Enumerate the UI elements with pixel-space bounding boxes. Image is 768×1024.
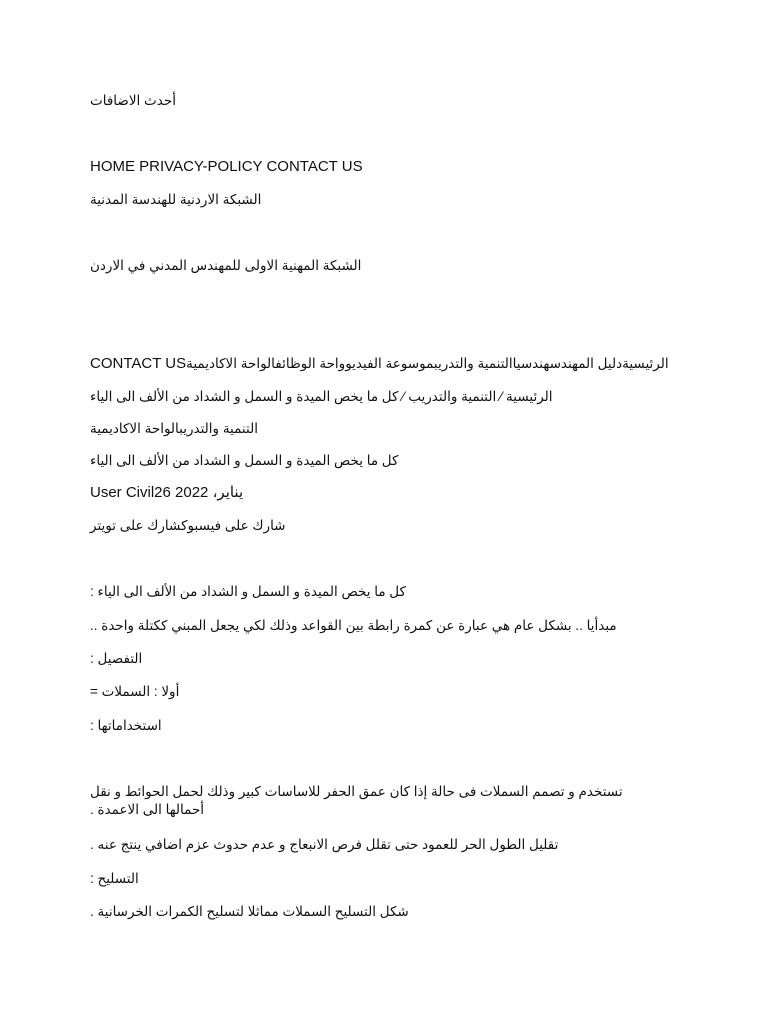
main-nav-engineer-guide-link[interactable]: دليل المهندس	[549, 356, 623, 371]
share-facebook-link[interactable]: شارك على فيسبوك	[181, 518, 286, 533]
top-nav-contact-link[interactable]: CONTACT US	[266, 158, 363, 175]
article-tags	[90, 420, 690, 438]
reduce-paragraph: تقليل الطول الحر للعمود حتى تقلل فرص الانبعاج و عدم حدوث عزم اضافي ينتج عنه .	[90, 837, 559, 852]
article-heading: كل ما يخص الميدة و السمل و الشداد من الألف الى الياء :	[90, 584, 406, 599]
main-nav-jobs-link[interactable]: واحة الوظائف	[275, 356, 346, 371]
top-nav	[90, 158, 690, 176]
main-nav-engineering-link[interactable]: هندسيا	[512, 356, 550, 371]
article-intro: مبدأيا .. بشكل عام هي عبارة عن كمرة رابطة بين القواعد وذلك لكي يجعل المبني ككتلة واحدة ..	[90, 618, 617, 633]
reinforcement-paragraph: شكل التسليح السملات مماثلا لتسليح الكمرات الخرسانية .	[90, 904, 409, 919]
site-title: الشبكة الاردنية للهندسة المدنية	[90, 192, 262, 207]
article-meta	[90, 484, 690, 502]
details-label: التفصيل :	[90, 651, 143, 666]
uses-paragraph: تستخدم و تصمم السملات فى حالة إذا كان عمق الحفر للاساسات كبير وذلك لحمل الحوائط و نقل أحمالها الى الاعمدة .	[90, 784, 623, 817]
top-nav-home-link[interactable]: HOME	[90, 158, 135, 175]
breadcrumb-separator: ⁄	[500, 389, 503, 404]
breadcrumb-current: كل ما يخص الميدة و السمل و الشداد من الألف الى الياء	[90, 389, 399, 404]
main-nav-home-link[interactable]: الرئيسية	[622, 356, 669, 371]
main-nav	[90, 355, 690, 373]
share-bar	[90, 517, 690, 535]
main-nav-video-link[interactable]: موسوعة الفيديو	[345, 356, 434, 371]
tag-link-academic[interactable]: الواحة الاكاديمية	[90, 421, 180, 436]
latest-additions-label: أحدث الاضافات	[90, 93, 176, 108]
first-section-label: أولا : السملات =	[90, 684, 180, 699]
breadcrumb-category-link[interactable]: التنمية والتدريب	[408, 389, 497, 404]
breadcrumb	[90, 388, 690, 406]
breadcrumb-home-link[interactable]: الرئيسية	[506, 389, 553, 404]
main-nav-contact-link[interactable]: CONTACT US	[90, 355, 187, 372]
site-tagline: الشبكة المهنية الاولى للمهندس المدني في الاردن	[90, 258, 362, 273]
main-nav-academic-link[interactable]: الواحة الاكاديمية	[186, 356, 276, 371]
author-link[interactable]: User Civil	[90, 484, 155, 501]
share-twitter-link[interactable]: شارك على تويتر	[90, 518, 182, 533]
article-title: كل ما يخص الميدة و السمل و الشداد من الألف الى الياء	[90, 453, 399, 468]
reinforcement-label: التسليح :	[90, 871, 139, 886]
main-nav-development-link[interactable]: التنمية والتدريب	[433, 356, 513, 371]
tag-link-development[interactable]: التنمية والتدريب	[179, 421, 258, 436]
article-date: 26 يناير، 2022	[154, 484, 244, 501]
top-nav-privacy-link[interactable]: PRIVACY-POLICY	[139, 158, 263, 175]
breadcrumb-separator: ⁄	[402, 389, 405, 404]
uses-label: استخداماتها :	[90, 718, 162, 733]
